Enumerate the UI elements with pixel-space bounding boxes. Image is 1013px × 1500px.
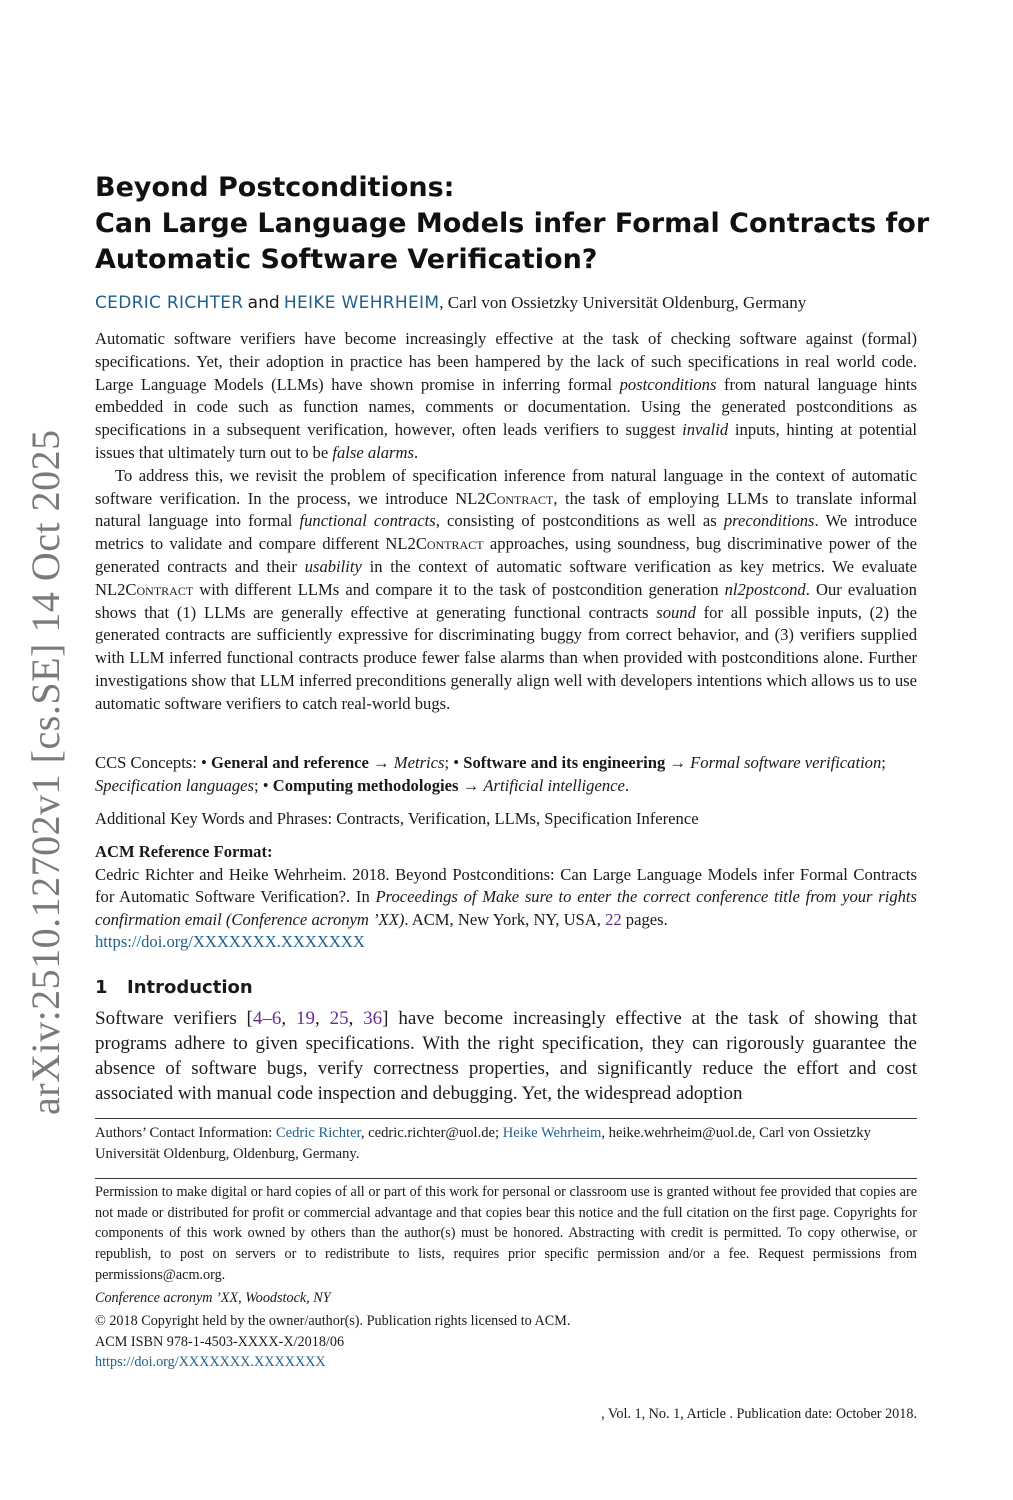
- ccs-subconcept: Specification languages: [95, 776, 254, 795]
- copyright-line: © 2018 Copyright held by the owner/author(s). Publication rights licensed to ACM.: [95, 1313, 571, 1329]
- nl2contract-smallcaps: Contract: [125, 579, 194, 599]
- ccs-concept: Software and its engineering: [463, 753, 666, 772]
- abstract-emphasis: invalid: [682, 420, 729, 440]
- abstract-emphasis: sound: [656, 602, 696, 622]
- ccs-arrow: →: [458, 776, 484, 795]
- page-count-link[interactable]: 22: [605, 909, 622, 929]
- author-contact-info: [95, 1123, 917, 1165]
- acm-reference-heading: ACM Reference Format:: [95, 842, 273, 861]
- acm-reference-body: [95, 864, 917, 954]
- abstract-paragraph-2: [95, 465, 917, 716]
- ccs-subconcept: Artificial intelligence: [483, 776, 625, 795]
- citation-link[interactable]: 25: [329, 1008, 349, 1029]
- nl2contract-smallcaps: Contract: [415, 534, 484, 554]
- arxiv-watermark: arXiv:2510.12702v1 [cs.SE] 14 Oct 2025: [23, 429, 68, 1115]
- acm-reference-format: [95, 841, 917, 954]
- intro-text: ,: [281, 1008, 296, 1029]
- conference-line: Conference acronym ’XX, Woodstock, NY: [95, 1290, 331, 1306]
- abstract-text: , consisting of postconditions as well as: [435, 511, 724, 531]
- abstract-text: with different LLMs and compare it to the task of postcondition generation: [193, 579, 725, 599]
- abstract-text: in the context of automatic software verification as key metrics. We evaluate NL2: [95, 556, 918, 599]
- citation-link[interactable]: 36: [363, 1008, 383, 1029]
- section-number: 1: [95, 977, 108, 998]
- contact-link-wehrheim[interactable]: Heike Wehrheim: [502, 1125, 602, 1141]
- abstract-emphasis: usability: [304, 556, 362, 576]
- author-conjunction: and: [247, 293, 280, 313]
- title-line-2: Can Large Language Models infer Formal Contracts for: [95, 208, 930, 239]
- contact-link-richter[interactable]: Cedric Richter: [275, 1125, 361, 1141]
- citation-link[interactable]: 19: [295, 1008, 315, 1029]
- permission-notice: Permission to make digital or hard copies of all or part of this work for personal or classroom use is granted without fee provided that copies are not made or distributed for profit or commercial advantage and that copies bear this notice and the full citation on the first page. Copyrights for components of this work owned by others than the author(s) must be honored. Abstracting with credit is permitted. To copy otherwise, or republish, to post on servers or to redistribute to lists, requires prior specific permission and/or a fee. Request permissions from permissions@acm.org.: [95, 1184, 917, 1283]
- abstract-text: from natural language hints embedded in code such as function names, comments or documentation. Using the generated postconditions as specifications in a subsequent verification, however, often leads verifiers to suggest: [95, 374, 918, 440]
- abstract: [95, 328, 917, 716]
- ccs-subconcept: Formal software verification: [690, 753, 882, 772]
- intro-text: ] have become increasingly effective at the task of showing that programs adhere to given specifications. With the right specification, they can rigorously guarantee the absence of software bugs, verify correctness properties, and significantly reduce the effort and cost associated with manual code inspection and debugging. Yet, the widespread adoption: [95, 1008, 918, 1104]
- ccs-separator: ; •: [444, 753, 464, 772]
- acm-reference-text: pages.: [621, 909, 668, 929]
- author-link-wehrheim[interactable]: HEIKE WEHRHEIM: [283, 293, 440, 313]
- isbn-line: ACM ISBN 978-1-4503-XXXX-X/2018/06: [95, 1333, 345, 1350]
- author-affiliation: , Carl von Ossietzky Universität Oldenburg, Germany: [439, 293, 807, 312]
- intro-text: ,: [314, 1008, 330, 1029]
- permission-divider: [95, 1178, 917, 1179]
- ccs-arrow: →: [368, 753, 394, 772]
- title-line-3: Automatic Software Verification?: [95, 244, 598, 275]
- copyright-block: [95, 1311, 917, 1373]
- section-title: Introduction: [127, 977, 253, 998]
- abstract-paragraph-1: [95, 328, 917, 465]
- introduction-paragraph: [95, 1006, 917, 1106]
- ccs-concepts: [95, 751, 917, 797]
- nl2contract-smallcaps: Contract: [485, 488, 554, 508]
- contact-email: , cedric.richter@uol.de;: [360, 1125, 503, 1141]
- acm-reference-text: Cedric Richter and Heike Wehrheim. 2018. Beyond Postconditions: Can Large Language Models infer Formal Contracts for Automatic Software Verification?. In: [95, 864, 917, 907]
- abstract-emphasis: functional contracts: [299, 511, 436, 531]
- ccs-separator: ;: [881, 753, 886, 772]
- abstract-text: . Our evaluation shows that (1) LLMs are generally effective at generating functional contracts: [95, 579, 917, 622]
- ccs-concept: General and reference: [211, 753, 369, 772]
- abstract-text: approaches, using soundness, bug discriminative power of the generated contracts and their: [95, 534, 917, 576]
- abstract-text: To address this, we revisit the problem of specification inference from natural language in the context of automatic software verification. In the process, we introduce NL2: [95, 465, 917, 508]
- intro-text: ,: [348, 1008, 364, 1029]
- footnote-divider: [95, 1118, 917, 1119]
- abstract-emphasis: false alarms: [332, 442, 414, 462]
- page-footer: , Vol. 1, No. 1, Article . Publication date: October 2018.: [601, 1406, 917, 1422]
- abstract-text: for all possible inputs, (2) the generated contracts are sufficiently expressive for discriminating buggy from correct behavior, and (3) verifiers supplied with LLM inferred functional contracts produce fewer false alarms than when provided with postconditions alone. Further investigations show that LLM inferred preconditions generally align well with developers intentions which allows us to use automatic software verifiers to catch real-world bugs.: [95, 602, 917, 713]
- abstract-text: Automatic software verifiers have become increasingly effective at the task of checking software against (formal) specifications. Yet, their adoption in practice has been hampered by the lack of such specifications in real world code. Large Language Models (LLMs) have shown promise in inferring formal: [95, 329, 917, 394]
- contact-label: Authors’ Contact Information:: [95, 1125, 276, 1141]
- section-heading-introduction: [95, 976, 917, 1000]
- abstract-emphasis: nl2postcond: [724, 579, 806, 599]
- abstract-text: . We introduce metrics to validate and compare different NL2: [95, 511, 917, 554]
- acm-reference-proceedings: Proceedings of Make sure to enter the correct conference title from your rights confirmation email (Conference acronym ’XX): [95, 887, 917, 929]
- ccs-separator: ; •: [254, 776, 273, 795]
- author-line: [95, 290, 917, 316]
- ccs-arrow: →: [665, 753, 691, 772]
- abstract-text: inputs, hinting at potential issues that ultimately turn out to be: [95, 420, 918, 462]
- ccs-subconcept: Metrics: [393, 753, 445, 772]
- acm-reference-text: . ACM, New York, NY, USA,: [404, 909, 606, 929]
- footer-doi-link[interactable]: https://doi.org/XXXXXXX.XXXXXXX: [95, 1354, 326, 1371]
- abstract-text: , the task of employing LLMs to translate informal natural language into formal: [95, 488, 917, 531]
- abstract-emphasis: preconditions: [723, 511, 815, 531]
- contact-email: , heike.wehrheim@uol.de, Carl von Ossietzky Universität Oldenburg, Oldenburg, Germany.: [95, 1125, 871, 1162]
- doi-link[interactable]: https://doi.org/XXXXXXX.XXXXXXX: [95, 932, 365, 952]
- title-line-1: Beyond Postconditions:: [95, 172, 455, 203]
- keywords: Additional Key Words and Phrases: Contracts, Verification, LLMs, Specification Inference: [95, 809, 699, 828]
- author-link-richter[interactable]: CEDRIC RICHTER: [95, 293, 244, 313]
- ccs-label: CCS Concepts: •: [95, 753, 211, 772]
- ccs-separator: .: [624, 776, 630, 795]
- ccs-concept: Computing methodologies: [272, 776, 459, 795]
- paper-title: [95, 170, 930, 278]
- abstract-text: .: [413, 442, 419, 462]
- citation-link[interactable]: 4–6: [252, 1008, 282, 1029]
- intro-text: Software verifiers [: [95, 1008, 253, 1029]
- abstract-emphasis: postconditions: [619, 374, 717, 394]
